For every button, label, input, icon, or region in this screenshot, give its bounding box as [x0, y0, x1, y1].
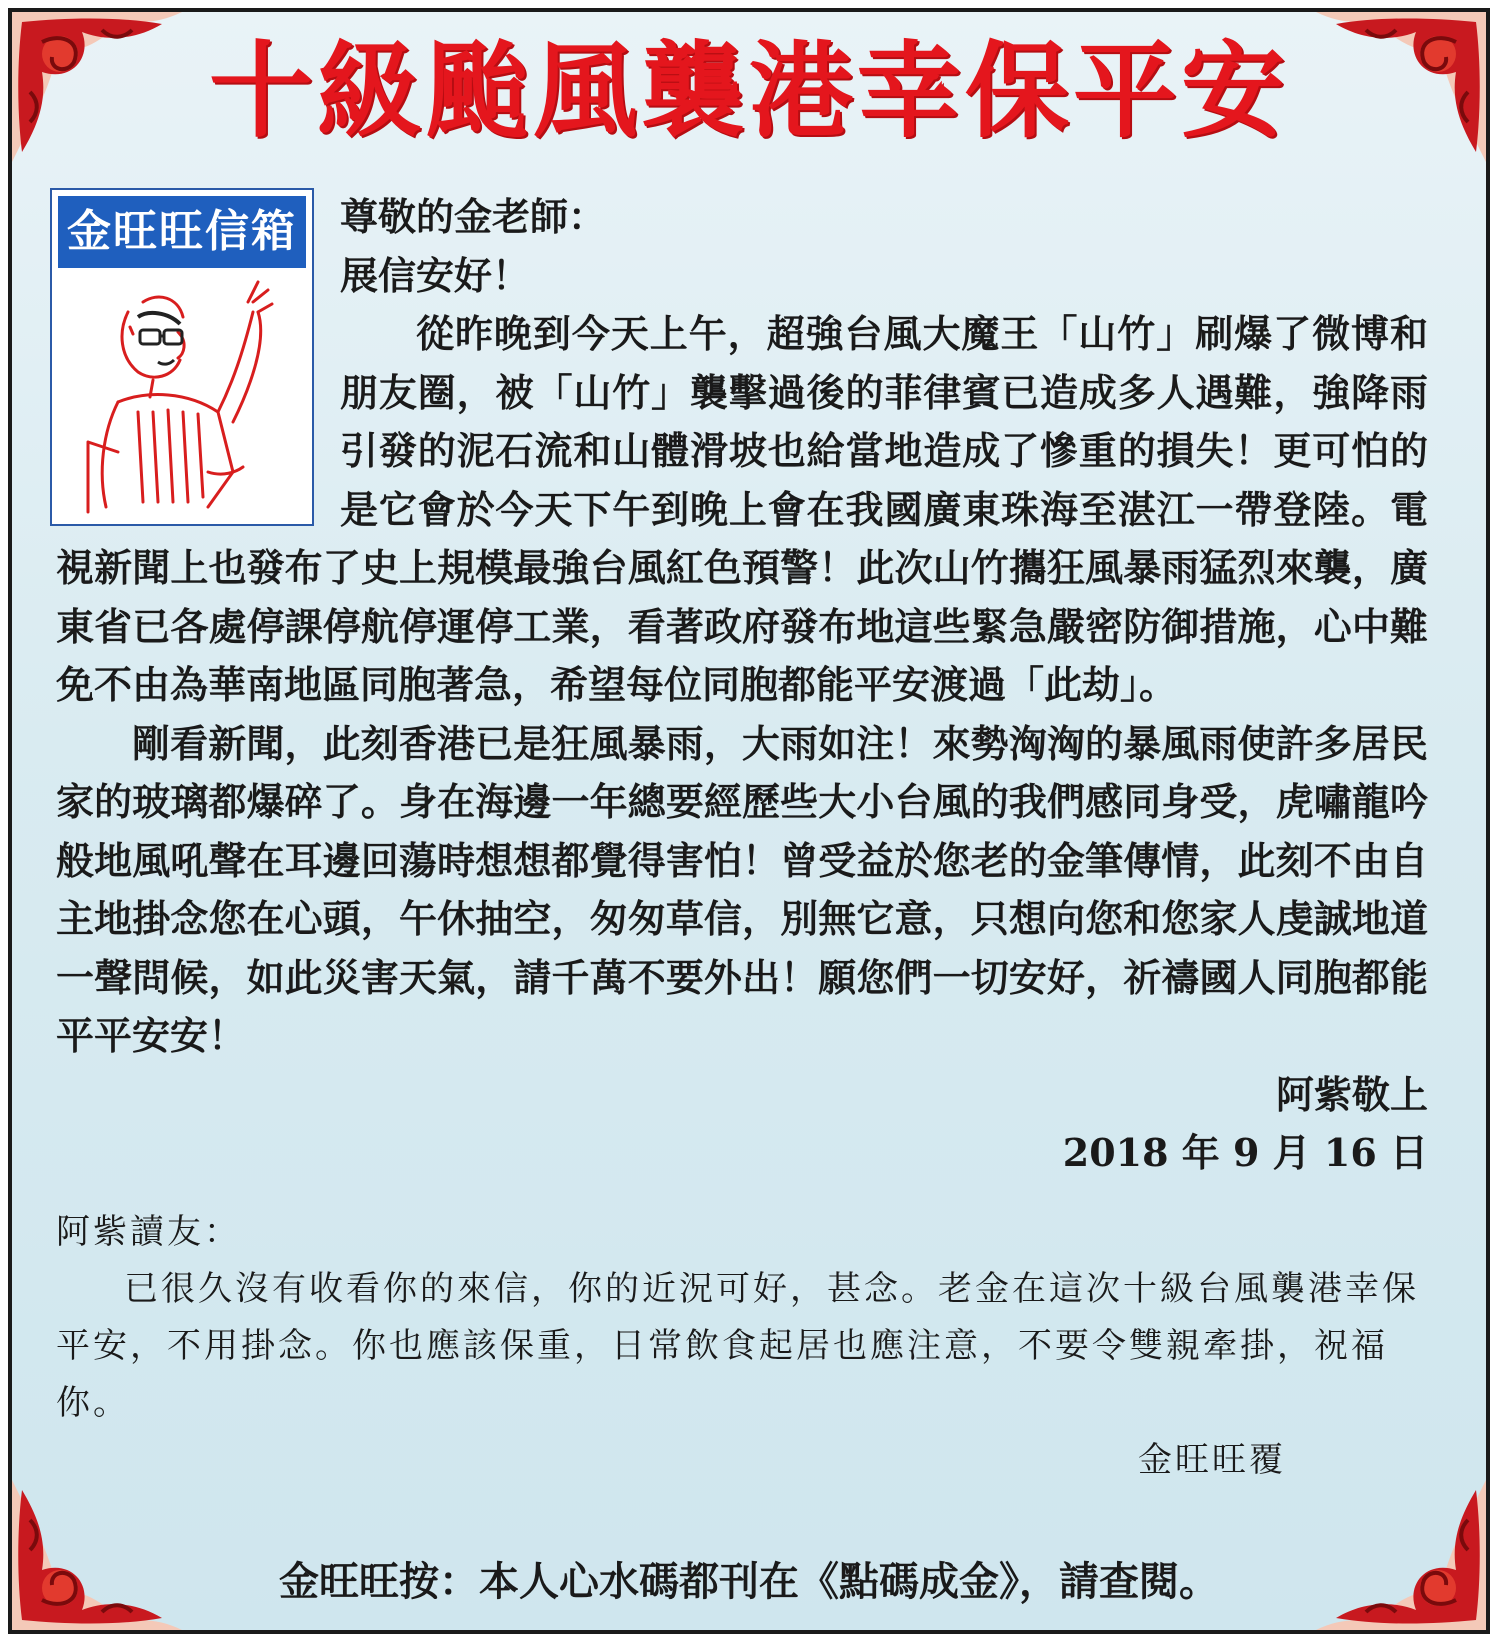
- letter-paragraph: 從昨晚到今天上午，超強台風大魔王「山竹」刷爆了微博和朋友圈，被「山竹」襲擊過後的菲律賓已造成多人遇難，強降雨引發的泥石流和山體滑坡也給當地造成了慘重的損失！更可怕的是它會於今天下午到晚上會在我國廣東珠海至湛江一帶登陸。電視新聞上也發布了史上規模最強台風紅色預警！此次山竹攜狂風暴雨猛烈來襲，廣東省已各處停課停航停運停工業，看著政府發布地這些緊急嚴密防御措施，心中難免不由為華南地區同胞著急，希望每位同胞都能平安渡過「此劫」。: [56, 311, 1428, 707]
- reply-salutation: 阿紫讀友：: [56, 1212, 241, 1252]
- column-badge-title: 金旺旺信箱: [58, 196, 306, 268]
- reply-body: 已很久沒有收看你的來信，你的近況可好，甚念。老金在這次十級台風襲港幸保平安，不用掛念。你也應該保重，日常飲食起居也應注意，不要令雙親牽掛，祝福你。: [56, 1269, 1419, 1423]
- reply-signature: 金旺旺覆: [1138, 1440, 1286, 1480]
- editor-reply: [56, 1204, 1428, 1432]
- footer-note: 金旺旺按：本人心水碼都刊在《點碼成金》，請查閱。: [279, 1559, 1219, 1605]
- letter-paragraph: 剛看新聞，此刻香港已是狂風暴雨，大雨如注！來勢洶洶的暴風雨使許多居民家的玻璃都爆碎了。身在海邊一年總要經歷些大小台風的我們感同身受，虎嘯龍吟般地風吼聲在耳邊回蕩時想想都覺得害怕！曾受益於您老的金筆傳情，此刻不由自主地掛念您在心頭，午休抽空，匆匆草信，別無它意，只想向您和您家人虔誠地道一聲問候，如此災害天氣，請千萬不要外出！願您們一切安好，祈禱國人同胞都能平平安安！: [56, 720, 1428, 1058]
- letter-date: 2018 年 9 月 16 日: [1062, 1130, 1428, 1175]
- letter-signature: 阿紫敬上: [1275, 1071, 1428, 1117]
- ad-frame: [8, 8, 1490, 1634]
- headline: 十級颱風襲港幸保平安: [208, 30, 1289, 152]
- letter-greeting: 展信安好！: [340, 252, 531, 298]
- reader-letter: [56, 188, 1428, 1183]
- letter-salutation: 尊敬的金老師：: [340, 194, 607, 239]
